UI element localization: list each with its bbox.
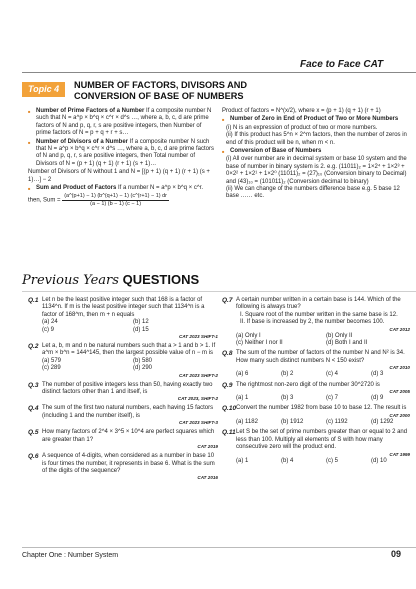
question-number: Q.3 <box>28 381 39 389</box>
option: (c) Neither I nor II <box>236 340 283 347</box>
footer-rule <box>22 547 416 548</box>
option: (a) 1182 <box>236 418 258 425</box>
question-number: Q.4 <box>28 405 39 413</box>
statement: I. Square root of the number written in the same base is 12. <box>240 311 398 318</box>
base-item: (ii) We can change of the numbers difference base e.g. 5 base 12 base …… etc. <box>226 186 400 200</box>
exam-tag: CAT 1999 <box>389 451 410 457</box>
question-text: Convert the number 1982 from base 10 to base 12. The result is <box>236 405 407 412</box>
option: (a) 579 <box>42 357 62 364</box>
question-text: The sum of the first two natural numbers, each having 15 factors (including 1 and the number itself), is <box>42 405 214 419</box>
question-number: Q.2 <box>28 343 39 351</box>
option: (b) 580 <box>133 357 153 364</box>
theory-text: If a composite number N such that N = a^p × b^q × c^r × d^s …, where a, b, c, d are prime factors of N and p, q, r, s are positive integers, then Total number of Divisors of N = (p + 1) (q + 1) (r + 1) (s + 1)… <box>36 138 215 167</box>
question-options <box>236 419 410 426</box>
theory-text: then, Sum = <box>28 198 61 205</box>
question-options <box>236 371 410 378</box>
zero-item: (i) N is an expression of product of two or more numbers. <box>226 124 378 131</box>
question <box>222 297 410 347</box>
product-line: Product of factors = N^(x/2), where x = (p + 1) (q + 1) (r + 1) <box>222 108 381 114</box>
pyq-title <box>22 272 199 289</box>
question-number: Q.7 <box>222 297 233 304</box>
exam-tag: CAT 2023, SHIFT-2 <box>177 396 218 402</box>
sum-denominator: (a − 1) (b − 1) (c − 1) <box>90 200 142 207</box>
question <box>222 382 410 403</box>
theory-text: If a composite number N such that N = a^p × b^q × c^r × d^s …, where a, b, c, d are prime factors of N and p, q, r, s are positive integers, then Number of prime factors of N = p + q + r + s… <box>36 108 212 137</box>
option: (c) 289 <box>42 365 61 372</box>
question-text: Let n be the least positive integer such that 168 is a factor of 1134^n. If m is the least positive integer such that 1134^n is a factor of 168^m, then m + n equals <box>42 297 205 318</box>
theory-text: If a number N = a^p × b^q × c^r. <box>118 185 204 192</box>
option: (a) Only I <box>236 332 261 339</box>
question <box>222 429 410 465</box>
exam-tag: CAT 2016 <box>197 475 218 481</box>
question-options <box>236 333 410 348</box>
option: (b) 1912 <box>281 418 304 425</box>
question <box>28 405 218 426</box>
theory-heading: Number of Prime Factors of a Number <box>36 108 145 114</box>
question-number: Q.1 <box>28 297 39 304</box>
option: (b) Only II <box>326 332 353 339</box>
option: (d) 1292 <box>371 418 394 425</box>
exam-tag: CAT 2023 SHIFT-1 <box>179 334 218 340</box>
option: (a) 24 <box>42 319 58 326</box>
option: (c) 7 <box>326 395 338 402</box>
base-item: (i) All over number are in decimal system or base 10 system and the base of number in binary system is 2. e.g. (11011)₂ = 1×2⁴ + 1×2³ + 0×2² + 1×2¹ + 1×2⁰ (11011)₂ = (27)₁₀ (Conversion binary to Decimal) and (43)₁₀ = (101011)₂ (Conversion decimal to binary) <box>226 156 407 185</box>
question <box>28 429 218 450</box>
page-number: 09 <box>391 549 402 559</box>
theory-item <box>28 139 216 169</box>
pyq-title-italic: Previous Years <box>22 273 119 288</box>
theory-heading: Sum and Product of Factors <box>36 185 117 192</box>
option: (d) 9 <box>371 395 384 402</box>
question-text: The sum of the number of factors of the number N and N² is 34. How many such distinct numbers N < 150 exist? <box>236 350 405 364</box>
question-text: Let S be the set of prime numbers greater than or equal to 2 and less than 100. Multiply all elements of S with how many consecutive zero will the product end. <box>236 429 408 451</box>
question-text: A sequence of 4-digits, when considered as a number in base 10 is four times the number, it represents in base 6. What is the sum of the digits of the sequence? <box>42 453 215 474</box>
exam-tag: CAT 2012 <box>389 326 410 332</box>
exam-tag: CAT 2019 <box>197 444 218 450</box>
question-number: Q.10 <box>222 405 237 413</box>
zero-heading: ■ Number of Zero in End of Product of Two or More Numbers <box>222 116 410 123</box>
option: (d) 290 <box>133 365 153 372</box>
question <box>28 382 218 403</box>
exam-tag: CAT 2023 SHIFT-2 <box>179 372 218 378</box>
option: (c) 4 <box>326 371 338 378</box>
statement: II. If base is increased by 2, the number becomes 100. <box>240 319 385 326</box>
header-rule <box>22 72 416 73</box>
option: (a) 1 <box>236 457 249 464</box>
question-text: The rightmost non-zero digit of the number 30^2720 is <box>236 381 380 388</box>
question-text: Let a, b, m and n be natural numbers such that a > 1 and b > 1. If a^m × b^n = 144^145, then the largest possible value of n − m is <box>42 343 216 357</box>
question <box>28 343 218 379</box>
option: (c) 5 <box>326 457 338 464</box>
footer-chapter: Chapter One : Number System <box>22 552 119 559</box>
exam-tag: CAT 2023 SHIFT-3 <box>179 420 218 426</box>
option: (a) 6 <box>236 371 249 378</box>
theory-right-column <box>222 108 410 201</box>
option: (c) 9 <box>42 326 54 333</box>
theory-text-block <box>28 169 216 184</box>
question-options <box>236 395 410 402</box>
question <box>28 453 218 481</box>
question <box>28 297 218 340</box>
question-number: Q.9 <box>222 381 233 389</box>
questions-left-column <box>28 297 218 484</box>
question-number: Q.11 <box>222 429 236 437</box>
theory-left-column <box>28 108 216 207</box>
option: (b) 3 <box>281 395 294 402</box>
question-number: Q.5 <box>28 429 39 437</box>
topic-title: NUMBER OF FACTORS, DIVISORS AND CONVERSION OF BASE OF NUMBERS <box>74 80 248 101</box>
exam-tag: CAT 2005 <box>389 389 410 395</box>
theory-item <box>28 108 216 138</box>
questions-right-column <box>222 297 410 468</box>
theory-heading: Number of Divisors of a Number <box>36 138 129 145</box>
option: (c) 1192 <box>326 418 348 425</box>
question <box>222 405 410 426</box>
option: (b) 4 <box>281 457 294 464</box>
theory-text: Number of Divisors of N without 1 and N = [(p + 1) (q + 1) (r + 1) (s + 1)…] − 2 <box>28 169 210 183</box>
option: (d) Both I and II <box>326 340 368 347</box>
option: (d) 10 <box>371 457 387 464</box>
question-text: The number of positive integers less than 50, having exactly two distinct factors other than 1 and itself, is <box>42 381 213 396</box>
zero-item: (ii) If this product has 5^n × 2^m factors, then the number of zeros in end of this product will be n, when m < n. <box>226 132 407 146</box>
exam-tag: CAT 2010 <box>389 365 410 371</box>
sum-numerator: (a^(p+1) − 1) (b^(q+1) − 1) (c^(r+1) − 1) dr <box>64 193 168 200</box>
question-number: Q.8 <box>222 350 233 358</box>
base-heading: ■ Conversion of Base of Numbers <box>222 148 410 155</box>
topic-tag: Topic 4 <box>22 82 65 97</box>
question-text: A certain number written in a certain base is 144. Which of the following is always true? <box>236 297 401 311</box>
question-number: Q.6 <box>28 453 39 461</box>
option: (b) 12 <box>133 319 149 326</box>
option: (d) 15 <box>133 326 149 333</box>
sum-formula <box>28 193 216 207</box>
option: (d) 3 <box>371 371 384 378</box>
question-text: How many factors of 2^4 × 3^5 × 10^4 are perfect squares which are greater than 1? <box>42 429 215 443</box>
exam-tag: CAT 2000 <box>389 412 410 418</box>
question-options <box>236 458 410 465</box>
header-title: Face to Face CAT <box>300 59 384 70</box>
pyq-title-bold: QUESTIONS <box>122 272 200 287</box>
option: (b) 2 <box>281 371 294 378</box>
question-options <box>42 319 218 334</box>
question-options <box>42 358 218 373</box>
pyq-rule <box>22 291 416 292</box>
theory-item <box>28 185 216 192</box>
question <box>222 350 410 378</box>
sum-fraction <box>62 193 169 207</box>
option: (a) 1 <box>236 395 249 402</box>
